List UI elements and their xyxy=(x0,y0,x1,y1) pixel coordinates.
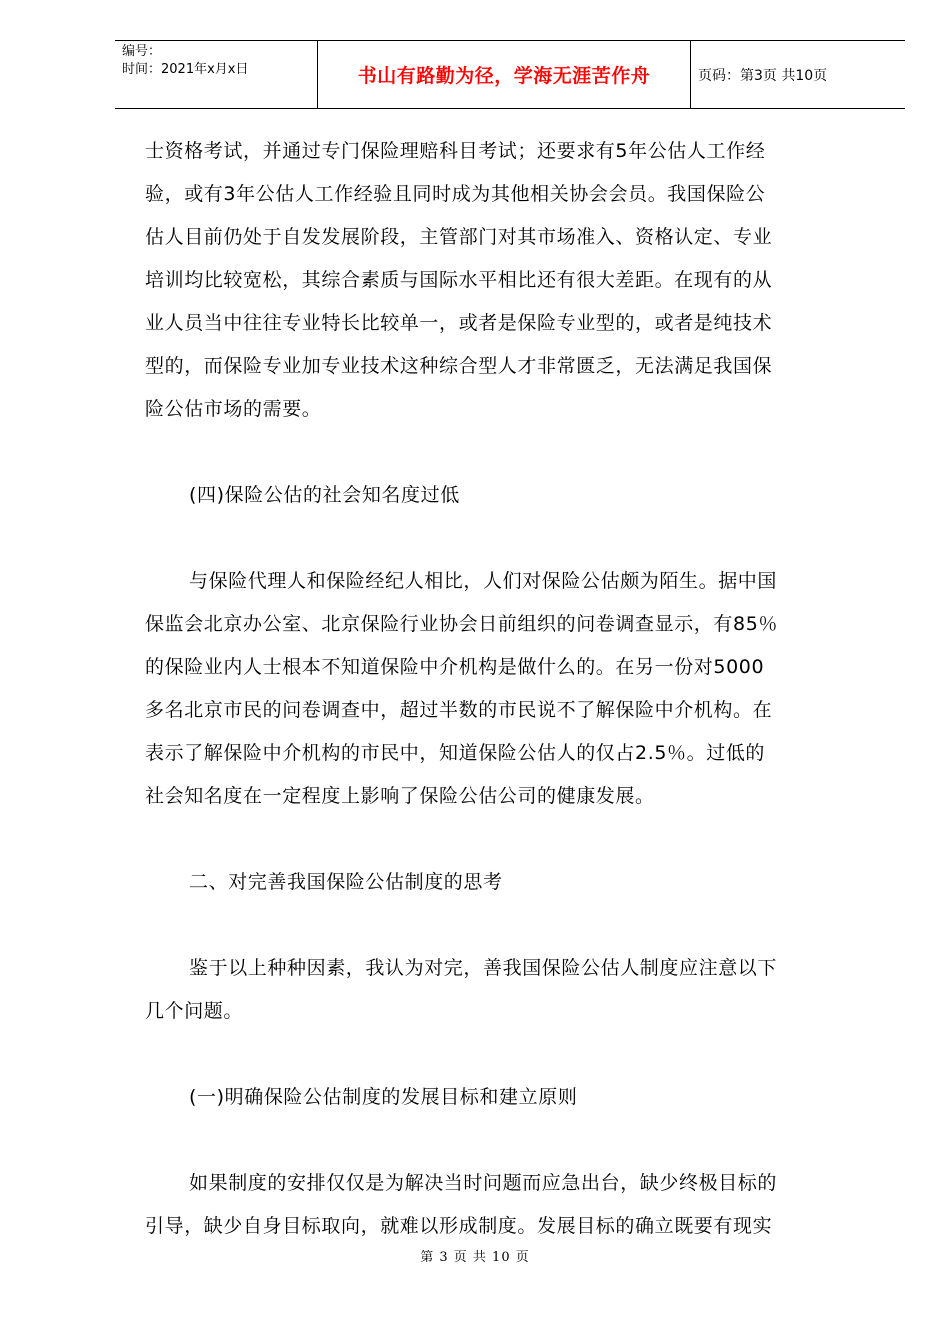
section-heading: (一)明确保险公估制度的发展目标和建立原则 xyxy=(189,1086,578,1108)
text-line: 培训均比较宽松，其综合素质与国际水平相比还有很大差距。在现有的从 xyxy=(145,269,773,291)
header-divider xyxy=(690,41,691,108)
paragraph-qualifications xyxy=(145,130,865,431)
text-line: 社会知名度在一定程度上影响了保险公估公司的健康发展。 xyxy=(145,785,655,807)
header-motto: 书山有路勤为径，学海无涯苦作舟 xyxy=(357,65,651,87)
document-number-label: 编号： xyxy=(122,44,162,59)
paragraph-awareness xyxy=(145,560,865,818)
section-heading: (四)保险公估的社会知名度过低 xyxy=(189,484,460,506)
header-meta xyxy=(122,43,248,79)
text-line: 的保险业内人士根本不知道保险中介机构是做什么的。在另一份对5000 xyxy=(145,656,765,678)
section-heading: 二、对完善我国保险公估制度的思考 xyxy=(189,871,503,893)
document-body xyxy=(145,130,865,1248)
text-line: 如果制度的安排仅仅是为解决当时问题而应急出台，缺少终极目标的 xyxy=(189,1172,778,1194)
text-line: 型的，而保险专业加专业技术这种综合型人才非常匮乏，无法满足我国保 xyxy=(145,355,773,377)
text-line: 估人目前仍处于自发发展阶段，主管部门对其市场准入、资格认定、专业 xyxy=(145,226,773,248)
paragraph-goals xyxy=(145,1162,865,1248)
text-line: 验，或有3年公估人工作经验且同时成为其他相关协会会员。我国保险公 xyxy=(145,183,766,205)
paragraph-considerations xyxy=(145,947,865,1033)
text-line: 与保险代理人和保险经纪人相比，人们对保险公估颇为陌生。据中国 xyxy=(189,570,778,592)
text-line: 保监会北京办公室、北京保险行业协会日前组织的问卷调查显示，有85％ xyxy=(145,613,778,635)
text-line: 鉴于以上种种因素，我认为对完，善我国保险公估人制度应注意以下 xyxy=(189,957,778,979)
text-line: 业人员当中往往专业特长比较单一，或者是保险专业型的，或者是纯技术 xyxy=(145,312,773,334)
document-time-label: 时间：2021年x月x日 xyxy=(122,62,249,77)
text-line: 多名北京市民的问卷调查中，超过半数的市民说不了解保险中介机构。在 xyxy=(145,699,773,721)
page-header xyxy=(115,40,905,109)
text-line: 险公估市场的需要。 xyxy=(145,398,322,420)
text-line: 几个问题。 xyxy=(145,1000,244,1022)
text-line: 士资格考试，并通过专门保险理赔科目考试；还要求有5年公估人工作经 xyxy=(145,140,766,162)
header-page-code: 页码：第3页 共10页 xyxy=(698,67,828,84)
text-line: 引导，缺少自身目标取向，就难以形成制度。发展目标的确立既要有现实 xyxy=(145,1215,773,1237)
text-line: 表示了解保险中介机构的市民中，知道保险公估人的仅占2.5％。过低的 xyxy=(145,742,766,764)
page-footer: 第 3 页 共 10 页 xyxy=(420,1250,530,1265)
